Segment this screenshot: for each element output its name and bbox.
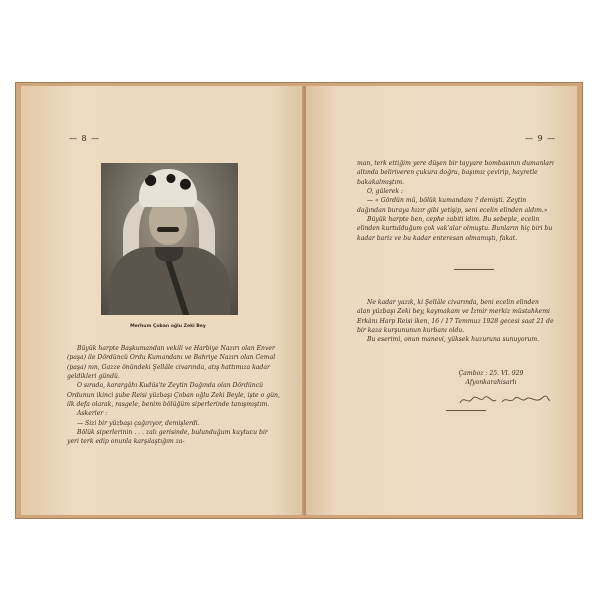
date-line: Çamboz : 25. VI. 929 <box>458 370 524 377</box>
open-book <box>15 82 583 519</box>
paragraph: O sırada, karargâhı Kudüs'te Zeytin Dağında olan Dördüncü Ordunun ikinci şube Reisi yüzbaşı Çoban oğlu Zeki Beyle, işte o gün, ilk defa olarak, rasgele, benim bölüğüm siperlerinde tanışmıştım. <box>67 382 280 409</box>
right-page-text-bottom <box>357 298 554 345</box>
headdress <box>139 169 197 207</box>
page-number-left: — 8 — <box>69 134 101 143</box>
paragraph: Ne kadar yazık, ki Şellâle civarında, beni ecelin elinden alan yüzbaşı Zeki bey, kaymakam ve İzmir merkiz müstahkemi Erkânı Harp Reisi iken, 16 / 17 Temmuz 1928 gecesi saat 21 de bir kaza kurşununun kurbanı oldu. <box>357 299 554 335</box>
right-page-text-top <box>357 159 554 243</box>
place-line: Afyonkarahisarlı <box>465 379 517 386</box>
paragraph: man, terk ettiğim yere düşen bir tayyare bombasının dumanları altında beliriveren çukura doğru, başımız çevirip, hayretle bakakalmıştım. <box>357 160 554 186</box>
paragraph: O, gülerek : <box>367 188 404 196</box>
paragraph: Bölük siperlerinin . . . zalı gerisinde, bulunduğum kuytucu bir yeri terk edip onunla karşılaştığım za- <box>67 429 268 446</box>
uniform-collar <box>155 247 183 261</box>
photo-caption: Merhum Çoban oğlu Zeki Bey <box>130 324 206 329</box>
right-page <box>306 86 577 515</box>
moustache <box>157 227 179 232</box>
portrait-photo <box>101 163 238 315</box>
paragraph: Büyük harpte ben, cephe zabiti idim. Bu sebeple, ecelin elinden kurtulduğum çok vak'alar olmuştu. Bunların hiç biri bu kadar bariz ve bu kadar enteresan olmamıştı, fakat. <box>357 216 553 242</box>
paragraph: — Sizi bir yüzbaşı çağırıyor, demişlerdi. <box>77 419 200 427</box>
paragraph: Büyük harpte Başkumandan vekili ve Harbiye Nazırı olan Enver (paşa) ile Dördüncü Ordu Kumandanı ve Bahriye Nazırı olan Cemal (paşa) nın, Gazze önündeki Şellâle civarında, atış hattımıza kadar geldikleri gündü. <box>67 345 276 381</box>
left-page <box>21 86 304 515</box>
paragraph: Askerler : <box>77 410 108 418</box>
page-number-right: — 9 — <box>525 134 557 143</box>
signature <box>456 392 552 406</box>
end-divider <box>446 410 486 411</box>
left-page-text <box>67 344 280 447</box>
section-divider <box>454 269 494 270</box>
paragraph: — « Gördün mü, bölük kumandanı ? demişti. Zeytin dağından buraya hızır gibi yetişip, seni ecelin elinden aldım.» <box>357 197 548 214</box>
paragraph: Bu eserimi, onun manevi, yüksek huzuruna sunuyorum. <box>367 336 540 344</box>
